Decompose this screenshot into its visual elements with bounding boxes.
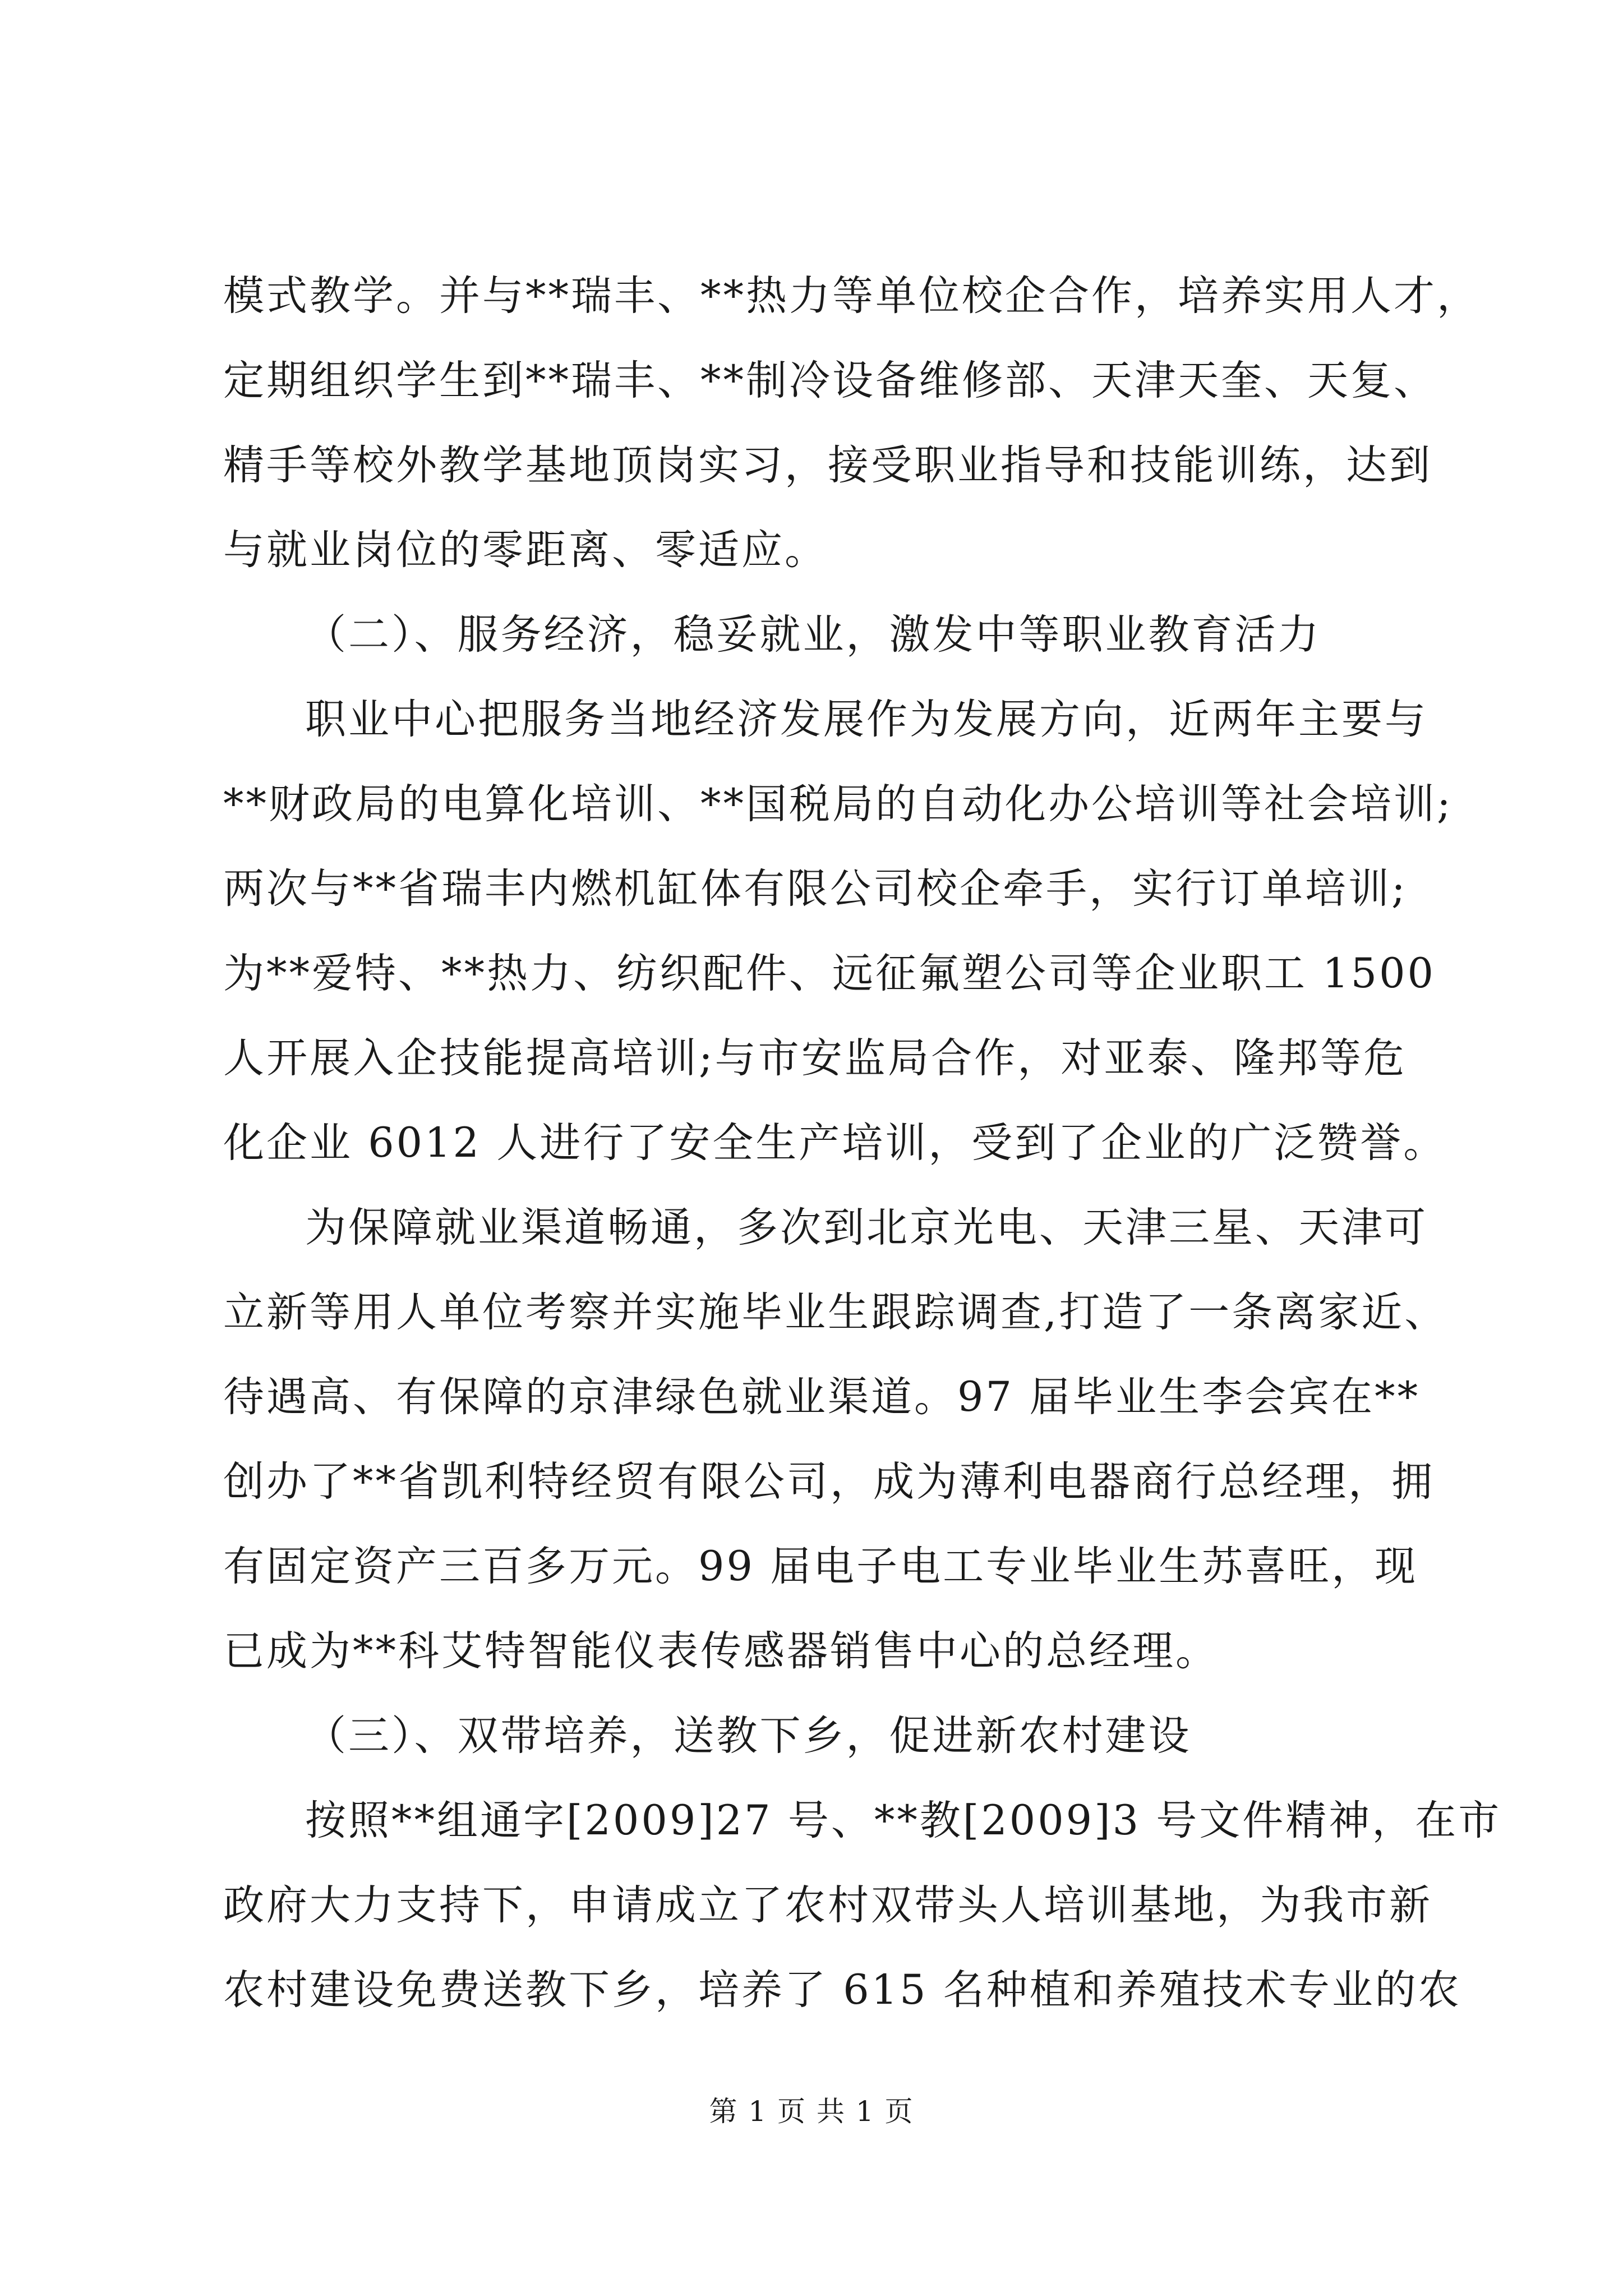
body-line: 为**爱特、**热力、纺织配件、远征氟塑公司等企业职工 1500 (223, 950, 1436, 997)
body-line: **财政局的电算化培训、**国税局的自动化办公培训等社会培训; (223, 780, 1453, 828)
body-line: 定期组织学生到**瑞丰、**制冷设备维修部、天津天奎、天复、 (223, 357, 1437, 404)
body-line: 按照**组通字[2009]27 号、**教[2009]3 号文件精神，在市 (305, 1797, 1502, 1844)
body-line: 创办了**省凯利特经贸有限公司，成为薄利电器商行总经理，拥 (223, 1458, 1435, 1506)
body-line: 两次与**省瑞丰内燃机缸体有限公司校企牵手，实行订单培训; (223, 865, 1408, 913)
section-heading-3: （三）、双带培养，送教下乡，促进新农村建设 (305, 1712, 1192, 1760)
document-body (223, 254, 1502, 2032)
body-line: 有固定资产三百多万元。99 届电子电工专业毕业生苏喜旺，现 (223, 1543, 1418, 1590)
body-line: 政府大力支持下，申请成立了农村双带头人培训基地，为我市新 (223, 1881, 1432, 1929)
body-line: 立新等用人单位考察并实施毕业生跟踪调查,打造了一条离家近、 (223, 1289, 1448, 1336)
body-line: 为保障就业渠道畅通，多次到北京光电、天津三星、天津可 (305, 1204, 1428, 1251)
body-line: 已成为**科艾特智能仪表传感器销售中心的总经理。 (223, 1627, 1219, 1675)
section-heading-2: （二）、服务经济，稳妥就业，激发中等职业教育活力 (305, 611, 1321, 659)
body-line: 农村建设免费送教下乡，培养了 615 名种植和养殖技术专业的农 (223, 1966, 1461, 2014)
body-line: 模式教学。并与**瑞丰、**热力等单位校企合作，培养实用人才， (223, 272, 1480, 320)
body-line: 精手等校外教学基地顶岗实习，接受职业指导和技能训练，达到 (223, 441, 1432, 489)
body-line: 化企业 6012 人进行了安全生产培训，受到了企业的广泛赞誉。 (223, 1119, 1447, 1167)
body-line: 职业中心把服务当地经济发展作为发展方向，近两年主要与 (305, 696, 1428, 743)
body-line: 与就业岗位的零距离、零适应。 (223, 526, 828, 574)
body-line: 人开展入企技能提高培训;与市安监局合作，对亚泰、隆邦等危 (223, 1034, 1407, 1082)
page-number-footer: 第 1 页 共 1 页 (709, 2095, 914, 2128)
body-line: 待遇高、有保障的京津绿色就业渠道。97 届毕业生李会宾在** (223, 1373, 1421, 1421)
